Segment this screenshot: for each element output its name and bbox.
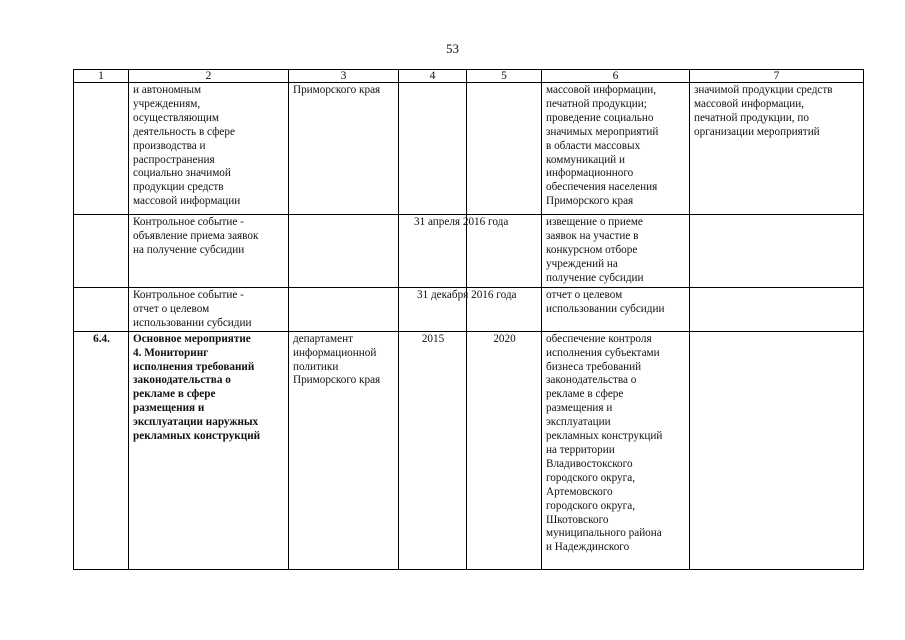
expected-result: массовой информации, печатной продукции; проведение социально значимых мероприятий в области массовых коммуникаций и информационного обеспечения населения Приморского края — [542, 83, 690, 215]
table-row — [74, 288, 864, 332]
end-year — [467, 83, 542, 215]
page-number: 53 — [446, 41, 459, 56]
item-number — [74, 83, 129, 215]
activity-name: Контрольное событие - объявление приема заявок на получение субсидии — [129, 215, 289, 288]
program-activities-table — [73, 69, 864, 570]
header-cell: 6 — [542, 70, 690, 83]
deadline-cell — [399, 215, 509, 288]
header-cell: 4 — [399, 70, 467, 83]
item-number — [74, 288, 129, 332]
indicator — [690, 331, 864, 569]
expected-result: отчет о целевом использовании субсидии — [542, 288, 690, 332]
start-year — [399, 83, 467, 215]
header-cell: 3 — [289, 70, 399, 83]
header-cell: 7 — [690, 70, 864, 83]
expected-result: извещение о приеме заявок на участие в конкурсном отборе учреждений на получение субсидии — [542, 215, 690, 288]
deadline-date: 31 декабря 2016 года — [417, 289, 517, 301]
table-row — [74, 83, 864, 215]
expected-result: обеспечение контроля исполнения субъектами бизнеса требований законодательства о рекламе в сфере размещения и эксплуатации рекламных конструкций на территории Владивостокского городского округа, Артемовского городского округа, Шкотовского муниципального района и Надеждинского — [542, 331, 690, 569]
table-row — [74, 331, 864, 569]
activity-name: Контрольное событие - отчет о целевом использовании субсидии — [129, 288, 289, 332]
item-number — [74, 215, 129, 288]
start-year: 2015 — [399, 331, 467, 569]
deadline-date: 31 апреля 2016 года — [414, 216, 509, 228]
deadline-cell — [399, 288, 517, 332]
header-row — [74, 70, 864, 83]
table-row — [74, 215, 864, 288]
indicator — [690, 215, 864, 288]
header-cell: 1 — [74, 70, 129, 83]
responsible-executor: департамент информационной политики Приморского края — [289, 331, 399, 569]
responsible-executor — [289, 288, 399, 332]
responsible-executor: Приморского края — [289, 83, 399, 215]
header-cell: 5 — [467, 70, 542, 83]
end-year: 2020 — [467, 331, 542, 569]
indicator — [690, 288, 864, 332]
indicator: значимой продукции средств массовой информации, печатной продукции, по организации мероприятий — [690, 83, 864, 215]
responsible-executor — [289, 215, 399, 288]
header-cell: 2 — [129, 70, 289, 83]
activity-name: и автономным учреждениям, осуществляющим деятельность в сфере производства и распространения социально значимой продукции средств массовой информации — [129, 83, 289, 215]
activity-name: Основное мероприятие 4. Мониторинг исполнения требований законодательства о рекламе в сфере размещения и эксплуатации наружных рекламных конструкций — [129, 331, 289, 569]
item-number: 6.4. — [74, 331, 129, 569]
